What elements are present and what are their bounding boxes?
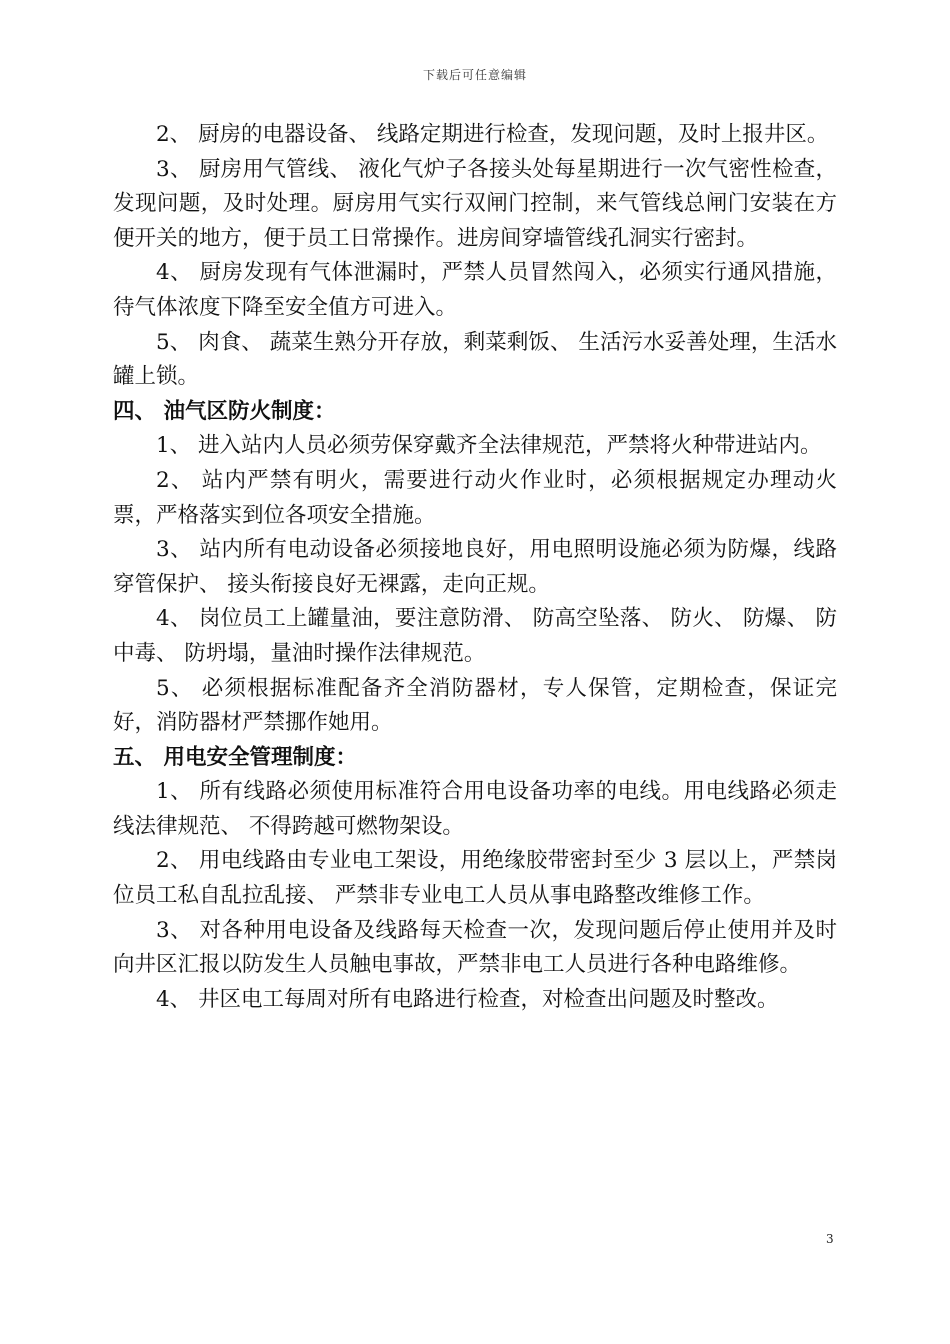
paragraph: 4、 岗位员工上罐量油，要注意防滑、 防高空坠落、 防火、 防爆、 防中毒、 防坍塌，量油时操作法律规范。	[113, 606, 837, 666]
document-body	[113, 118, 837, 1017]
paragraph: 2、 用电线路由专业电工架设，用绝缘胶带密封至少 3 层以上，严禁岗位员工私自乱拉乱接、 严禁非专业电工人员从事电路整改维修工作。	[113, 848, 837, 909]
paragraph: 4、 井区电工每周对所有电路进行检查，对检查出问题及时整改。	[156, 986, 779, 1012]
paragraph: 4、 厨房发现有气体泄漏时，严禁人员冒然闯入，必须实行通风措施，待气体浓度下降至安全值方可进入。	[113, 260, 837, 320]
page-header: 下载后可任意编辑	[422, 68, 527, 82]
page-number: 3	[826, 1232, 834, 1246]
section-heading: 四、 油气区防火制度：	[113, 398, 336, 424]
paragraph: 5、 肉食、 蔬菜生熟分开存放，剩菜剩饭、 生活污水妥善处理，生活水罐上锁。	[113, 329, 837, 390]
section-heading: 五、 用电安全管理制度：	[113, 744, 357, 770]
paragraph: 1、 所有线路必须使用标准符合用电设备功率的电线。用电线路必须走线法律规范、 不得跨越可燃物架设。	[113, 779, 837, 839]
paragraph: 3、 对各种用电设备及线路每天检查一次，发现问题后停止使用并及时向井区汇报以防发生人员触电事故，严禁非电工人员进行各种电路维修。	[113, 917, 837, 978]
paragraph: 1、 进入站内人员必须劳保穿戴齐全法律规范，严禁将火种带进站内。	[156, 433, 822, 459]
paragraph: 2、 厨房的电器设备、 线路定期进行检查，发现问题，及时上报井区。	[156, 122, 829, 147]
paragraph: 2、 站内严禁有明火，需要进行动火作业时，必须根据规定办理动火票，严格落实到位各项安全措施。	[113, 467, 837, 528]
paragraph: 3、 厨房用气管线、 液化气炉子各接头处每星期进行一次气密性检查，发现问题，及时处理。厨房用气实行双闸门控制，来气管线总闸门安装在方便开关的地方，便于员工日常操作。进房间穿墙管线孔洞实行密封。	[113, 156, 837, 251]
paragraph: 5、 必须根据标准配备齐全消防器材，专人保管，定期检查，保证完好，消防器材严禁挪作她用。	[113, 675, 837, 736]
paragraph: 3、 站内所有电动设备必须接地良好，用电照明设施必须为防爆，线路穿管保护、 接头衔接良好无裸露，走向正规。	[113, 537, 837, 597]
